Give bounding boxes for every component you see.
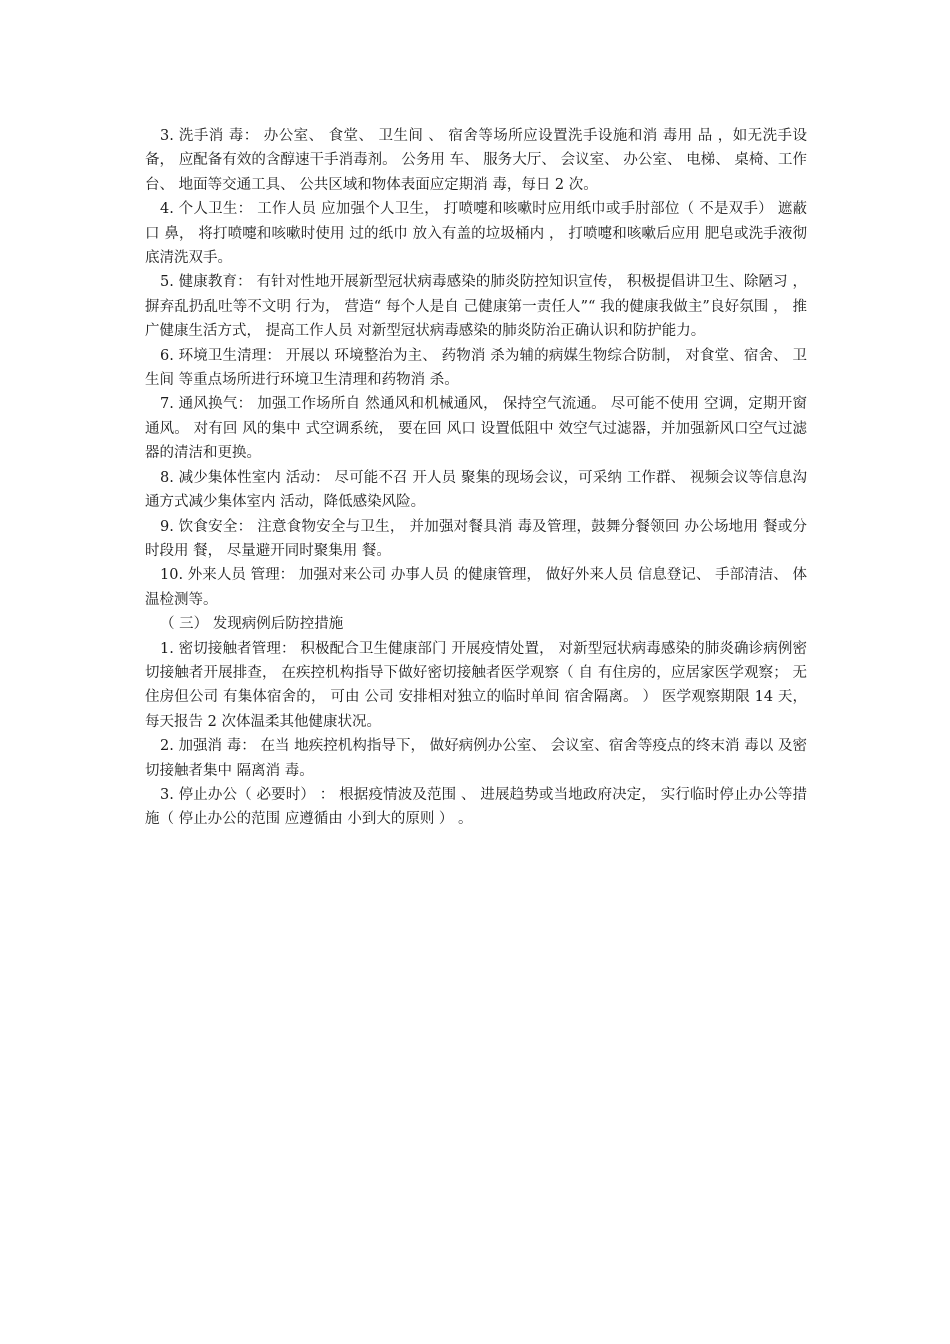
paragraph-visitor-management: 10. 外来人员 管理： 加强对来公司 办事人员 的健康管理， 做好外来人员 信息登记、 手部清洁、 体温检测等。: [145, 567, 807, 608]
section-heading-after-case: （ 三） 发现病例后防控措施: [160, 616, 344, 633]
paragraph-environment-cleaning: 6. 环境卫生清理： 开展以 环境整治为主、 药物消 杀为辅的病媒生物综合防制， 对食堂、宿舍、 卫生间 等重点场所进行环境卫生清理和药物消 杀。: [145, 347, 807, 389]
paragraph-health-education: 5. 健康教育： 有针对性地开展新型冠状病毒感染的肺炎防控知识宣传， 积极提倡讲卫生、除陋习 ， 摒弃乱扔乱吐等不文明 行为， 营造“ 每个人是自 己健康第一责任人”“ 我的健康我做主”良好氛围 ， 推广健康生活方式， 提高工作人员 对新型冠状病毒感染的肺炎防治正确认识和防护能力。: [145, 274, 807, 340]
paragraph-stop-office: 3. 停止办公（ 必要时） ： 根据疫情波及范围 、 进展趋势或当地政府决定， 实行临时停止办公等措施（ 停止办公的范围 应遵循由 小到大的原则 ） 。: [145, 786, 807, 828]
paragraph-ventilation: 7. 通风换气： 加强工作场所自 然通风和机械通风， 保持空气流通。 尽可能不使用 空调，定期开窗通风。 对有回 风的集中 式空调系统， 要在回 风口 设置低阻中 效空气过滤器，并加强新风口空气过滤器的清洁和更换。: [145, 396, 807, 462]
paragraph-handwashing: 3. 洗手消 毒： 办公室、 食堂、 卫生间 、 宿舍等场所应设置洗手设施和消 毒用 品 ，如无洗手设备， 应配备有效的含醇速干手消毒剂。 公务用 车、 服务大厅、 会议室、 办公室、 电梯、 桌椅、工作台、 地面等交通工具、 公共区域和物体表面应定期消 毒，每日 2 次。: [145, 128, 807, 193]
paragraph-personal-hygiene: 4. 个人卫生： 工作人员 应加强个人卫生， 打喷嚏和咳嗽时应用纸巾或手肘部位（ 不是双手） 遮蔽口 鼻， 将打喷嚏和咳嗽时使用 过的纸巾 放入有盖的垃圾桶内 ， 打喷嚏和咳嗽后应用 肥皂或洗手液彻底清洗双手。: [145, 201, 807, 267]
paragraph-reduce-gatherings: 8. 减少集体性室内 活动： 尽可能不召 开人员 聚集的现场会议，可采纳 工作群、 视频会议等信息沟通方式减少集体室内 活动，降低感染风险。: [145, 469, 807, 511]
paragraph-disinfection: 2. 加强消 毒： 在当 地疾控机构指导下， 做好病例办公室、 会议室、宿舍等疫点的终末消 毒以 及密切接触者集中 隔离消 毒。: [145, 738, 807, 779]
paragraph-close-contacts: 1. 密切接触者管理： 积极配合卫生健康部门 开展疫情处置， 对新型冠状病毒感染的肺炎确诊病例密切接触者开展排查， 在疾控机构指导下做好密切接触者医学观察（ 自 有住房的，应居家医学观察； 无住房但公司 有集体宿舍的， 可由 公司 安排相对独立的临时单间 宿舍隔离。 ） 医学观察期限 14 天， 每天报告 2 次体温柔其他健康状况。: [145, 640, 807, 730]
document-body: [145, 124, 807, 832]
paragraph-food-safety: 9. 饮食安全： 注意食物安全与卫生， 并加强对餐具消 毒及管理，鼓舞分餐领回 办公场地用 餐或分时段用 餐， 尽量避开同时聚集用 餐。: [145, 518, 807, 559]
